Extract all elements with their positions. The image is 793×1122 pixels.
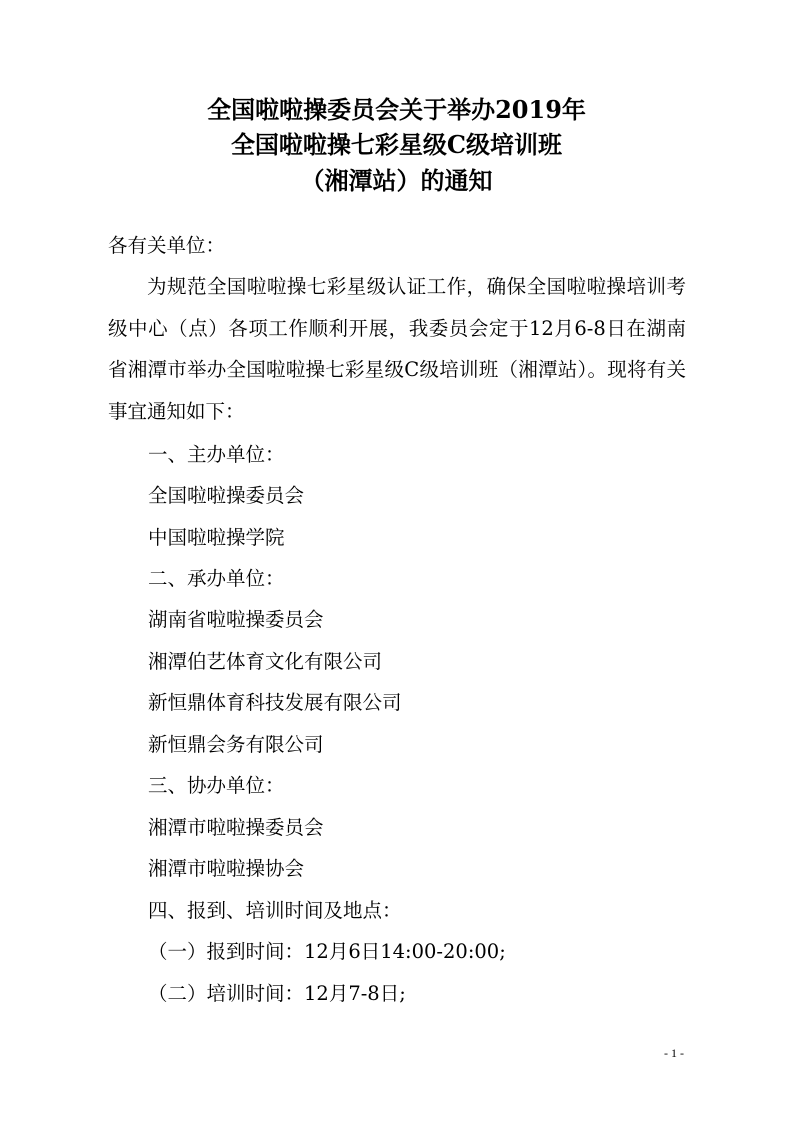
intro-paragraph: 为规范全国啦啦操七彩星级认证工作，确保全国啦啦操培训考级中心（点）各项工作顺利开展，我委员会定于12月6-8日在湖南省湘潭市举办全国啦啦操七彩星级C级培训班（湘潭站）。现将有关事宜通知如下： [108, 275, 686, 423]
document-title-line-3: （湘潭站）的通知 [300, 166, 493, 195]
organizer-item: 新恒鼎会务有限公司 [148, 733, 324, 756]
salutation: 各有关单位： [108, 234, 226, 257]
organizer-item: 湘潭伯艺体育文化有限公司 [148, 650, 383, 673]
document-title-line-2: 全国啦啦操七彩星级C级培训班 [230, 130, 563, 159]
document-title-line-1: 全国啦啦操委员会关于举办2019年 [207, 95, 586, 124]
organizer-item: 湖南省啦啦操委员会 [148, 608, 324, 631]
host-item: 中国啦啦操学院 [148, 526, 285, 549]
time-item: （二）培训时间：12月7-8日; [148, 982, 406, 1005]
organizer-heading: 二、承办单位： [148, 567, 285, 590]
time-place-heading: 四、报到、培训时间及地点： [148, 899, 402, 922]
host-heading: 一、主办单位： [148, 443, 285, 466]
co-organizer-item: 湘潭市啦啦操委员会 [148, 816, 324, 839]
page-number: - 1 - [664, 1046, 684, 1060]
co-organizer-heading: 三、协办单位： [148, 774, 285, 797]
organizer-item: 新恒鼎体育科技发展有限公司 [148, 691, 402, 714]
host-item: 全国啦啦操委员会 [148, 484, 305, 507]
time-item: （一）报到时间：12月6日14:00-20:00; [148, 940, 506, 963]
co-organizer-item: 湘潭市啦啦操协会 [148, 857, 305, 880]
